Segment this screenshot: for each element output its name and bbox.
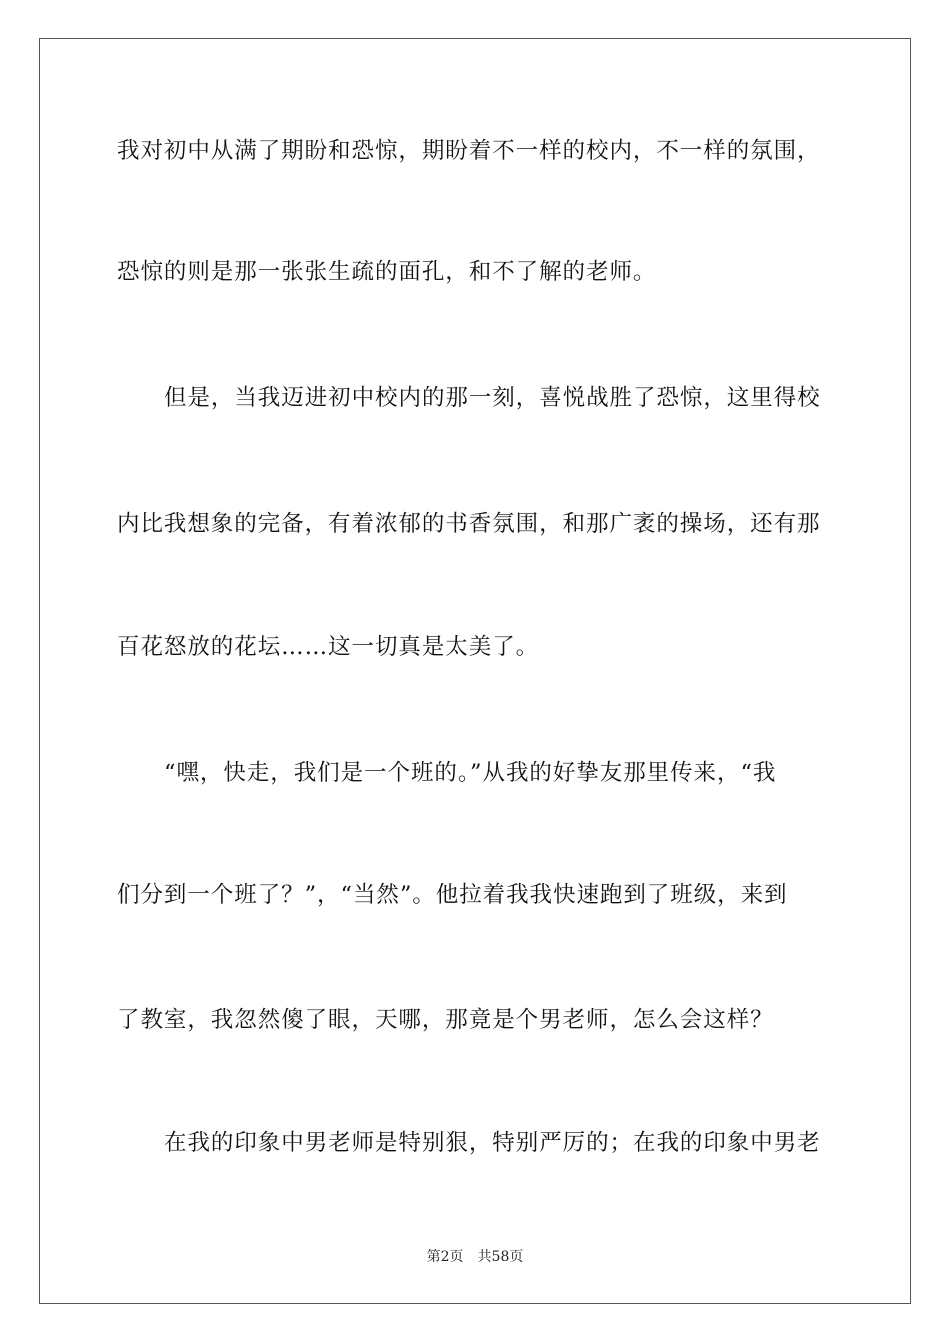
page-border [39,38,911,1304]
text-line-8: 了教室，我忽然傻了眼，天哪，那竟是个男老师，怎么会这样？ [117,1007,774,1033]
page-number [0,1248,950,1266]
text-line-7: 们分到一个班了？”，“当然”。他拉着我我快速跑到了班级，来到 [117,882,788,908]
text-line-4: 内比我想象的完备，有着浓郁的书香氛围，和那广袤的操场，还有那 [117,511,821,537]
text-line-3: 但是，当我迈进初中校内的那一刻，喜悦战胜了恐惊，这里得校 [164,385,821,411]
current-page-label: 第2页 [426,1249,464,1265]
text-line-9: 在我的印象中男老师是特别狠，特别严厉的；在我的印象中男老 [164,1130,821,1156]
text-line-1: 我对初中从满了期盼和恐惊，期盼着不一样的校内，不一样的氛围， [117,138,821,164]
text-line-2: 恐惊的则是那一张张生疏的面孔，和不了解的老师。 [117,259,657,285]
text-line-6: “嘿，快走，我们是一个班的。”从我的好挚友那里传来，“我 [164,760,777,786]
total-pages-label: 共58页 [477,1249,524,1265]
text-line-5: 百花怒放的花坛……这一切真是太美了。 [117,634,540,660]
